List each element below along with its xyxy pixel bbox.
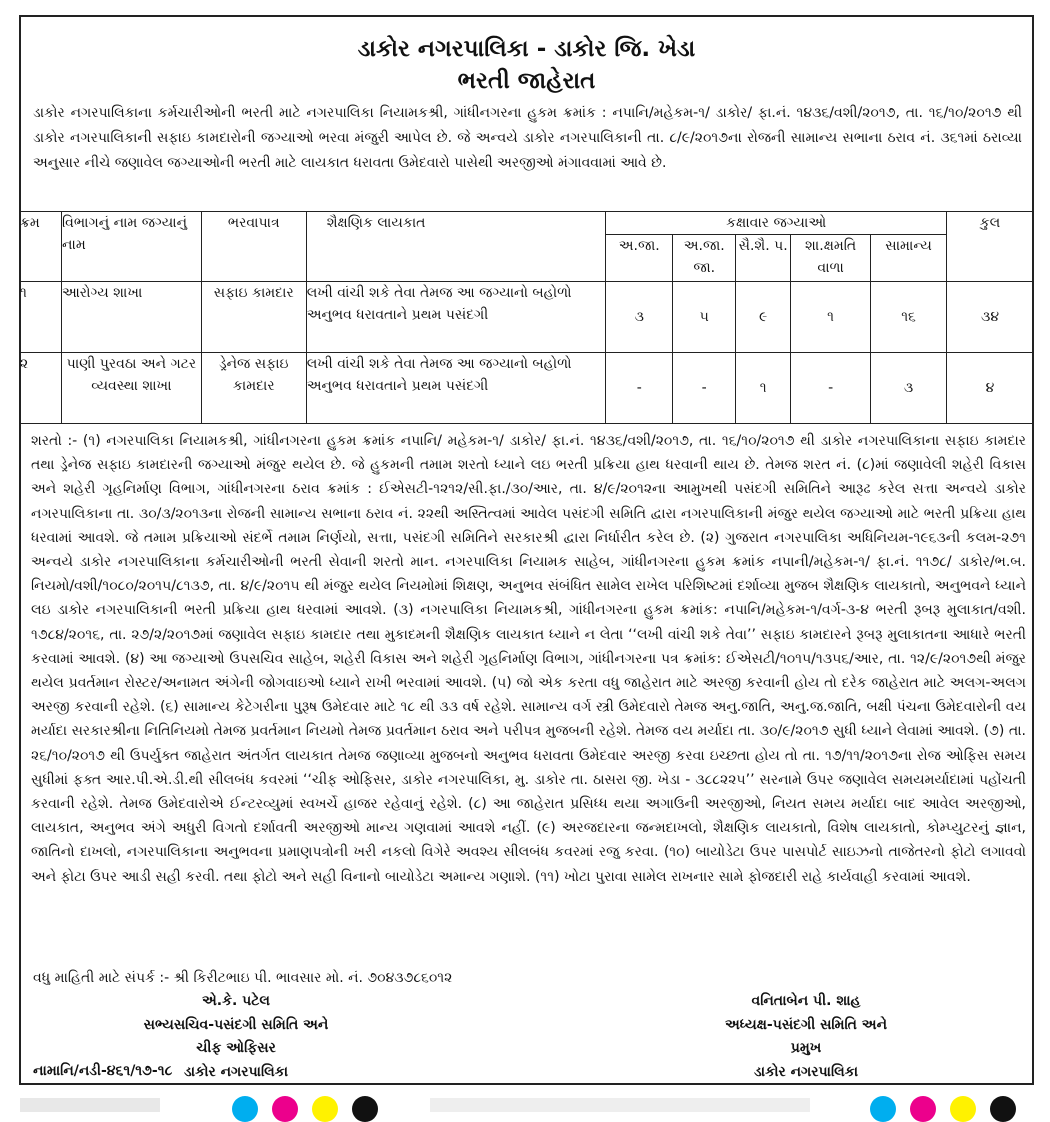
print-dot-magenta bbox=[272, 1096, 298, 1122]
signatory-left-role1: સભ્યસચિવ-પસંદગી સમિતિ અને bbox=[143, 1016, 329, 1033]
page-title: ડાકોર નગરપાલિકા - ડાકોર જિ. ખેડા bbox=[357, 36, 696, 62]
signatory-right-role2: પ્રમુખ bbox=[790, 1040, 822, 1056]
print-dot-black bbox=[352, 1096, 378, 1122]
cell-st: ૫ bbox=[673, 282, 736, 353]
cell-post: ડ્રેનેજ સફાઇ કામદાર bbox=[201, 353, 306, 424]
cell-total: ૩૪ bbox=[947, 282, 1034, 353]
cell-total: ૪ bbox=[947, 353, 1034, 424]
header-sebc: સૈ.શૈ. પ. bbox=[736, 235, 791, 282]
print-dot-cyan bbox=[870, 1096, 896, 1122]
cell-sebc: ૧ bbox=[736, 353, 791, 424]
cell-sc: ૩ bbox=[606, 282, 673, 353]
print-dot-cyan bbox=[232, 1096, 258, 1122]
signatory-right-role1: અધ્યક્ષ-પસંદગી સમિતિ અને bbox=[724, 1016, 887, 1033]
cell-sc: - bbox=[606, 353, 673, 424]
header-dept: વિભાગનું નામ જગ્યાનું નામ bbox=[61, 212, 201, 282]
print-dot-yellow bbox=[312, 1096, 338, 1122]
cell-general: ૩ bbox=[871, 353, 947, 424]
cell-dept: આરોગ્ય શાખા bbox=[61, 282, 201, 353]
print-bar bbox=[430, 1098, 810, 1112]
header-pay: ભરવાપાત્ર bbox=[201, 212, 306, 282]
header-serial: ક્રમ bbox=[20, 212, 62, 282]
terms-paragraph: શરતો :- (૧) નગરપાલિકા નિયામકશ્રી, ગાંધીનગરના હુકમ ક્રમાંક નપાનિ/ મહેકમ-૧/ ડાકોર/ ફા.નં. ૧૪૩૬/વશી/૨૦૧૭, તા. ૧૬/૧૦/૨૦૧૭ થી ડાકોર નગરપાલિકાના સફાઇ કામદાર તથા ડ્રેનેજ સફાઇ કામદારની જગ્યાઓ મંજુર થયેલ છે. જે હુકમની તમામ શરતો ધ્યાને લઇ ભરતી પ્રક્રિયા હાથ ધરવાની થાય છે. તેમજ શરત નં. (૮)માં જણાવેલી શહેરી વિકાસ અને શહેરી ગૃહનિર્માણ વિભાગ, ગાંધીનગરના ઠરાવ ક્રમાંક : ઈએસટી-૧૨૧૨/સી.ફા./૩૦/આર, તા. ૪/૯/૨૦૧૨ના આમુખથી પસંદગી સમિતિને આરૂઢ કરેલ સત્તા અન્વયે ડાકોર નગરપાલિકાના તા. ૩૦/૩/૨૦૧૩ના રોજની સામાન્ય સભાના ઠરાવ નં. ૨૨થી અસ્તિત્વમાં આવેલ પસંદગી સમિતિ દ્વારા નગરપાલિકાની મંજુર થયેલ જગ્યાઓ માટે ભરતી પ્રક્રિયા હાથ ધરવામાં આવશે. જે તમામ પ્રક્રિયાઓ સંદર્ભે તમામ નિર્ણયો, સત્તા, પસંદગી સમિતિને સરકારશ્રી દ્વારા નિર્ધારીત કરેલ છે. (૨) ગુજરાત નગરપાલિકા અધિનિયમ-૧૯૬૩ની કલમ-૨૭૧ અન્વયે ડાકોર નગરપાલિકાના કર્મચારીઓની ભરતી સેવાની શરતો માન. નગરપાલિકા નિયામક સાહેબ, ગાંધીનગરના હુકમ ક્રમાંક નપાની/મહેકમ-૧/ ફા.નં. ૧૧૭૮/ ડાકોર/ભ.બ. નિયમો/વશી/૧૦૮૦/૨૦૧૫/૮૧૩૭, તા. ૪/૯/૨૦૧૫ થી મંજુર થયેલ નિયમોમાં શિક્ષણ, અનુભવ સંબંધિત સામેલ રાખેલ પરિશિષ્ટમાં દર્શાવ્યા મુજબ શૈક્ષણિક લાયકાતો, અનુભવને ધ્યાને લઇ ડાકોર નગરપાલિકાની ભરતી પ્રક્રિયા હાથ ધરવામાં આવશે. (૩) નગરપાલિકા નિયામકશ્રી, ગાંધીનગરના હુકમ ક્રમાંક: નપાનિ/મહેકમ-૧/વર્ગ-૩-૪ ભરતી રૂબરૂ મુલાકાત/વશી. ૧૭૮૪/૨૦૧૬, તા. ૨૭/૨/૨૦૧૭માં જણાવેલ સફાઇ કામદાર તથા મુકાદમની શૈક્ષણિક લાયકાત ધ્યાને ન લેતા ‘‘લખી વાંચી શકે તેવા’’ સફાઇ કામદારને રૂબરૂ મુલાકાતના આધારે ભરતી કરવામાં આવશે. (૪) આ જગ્યાઓ ઉપસચિવ સાહેબ, શહેરી વિકાસ અને શહેરી ગૃહનિર્માણ વિભાગ, ગાંધીનગરના પત્ર ક્રમાંક: ઈએસટી/૧૦૧૫/૧૩૫૬/આર, તા. ૧૨/૯/૨૦૧૭થી મંજુર થયેલ પ્રવર્તમાન રોસ્ટર/અનામત અંગેની જોગવાઇઓ ધ્યાને રાખી ભરવામાં આવશે. (૫) જો એક કરતા વધુ જાહેરાત માટે અરજી કરવાની હોય તો દરેક જાહેરાત માટે અલગ-અલગ અરજી કરવાની રહેશે. (૬) સામાન્ય કેટેગરીના પુરૂષ ઉમેદવાર માટે ૧૮ થી ૩૩ વર્ષ રહેશે. સામાન્ય વર્ગ સ્ત્રી ઉમેદવારો તેમજ અનુ.જાતિ, અનુ.જ.જાતિ, બક્ષી પંચના ઉમેદવારોની વય મર્યાદા સરકારશ્રીના નિતિનિયમો તેમજ પ્રવર્તમાન નિયમો તેમજ પ્રવર્તમાન ઠરાવ અને પરીપત્ર મુજબની રહેશે. તેમજ વય મર્યાદા તા. ૩૦/૯/૨૦૧૭ સુધી ધ્યાને લેવામાં આવશે. (૭) તા. ૨૬/૧૦/૨૦૧૭ થી ઉપર્યુક્ત જાહેરાત અંતર્ગત લાયકાત તેમજ જણાવ્યા મુજબનો અનુભવ ધરાવતા ઉમેદવાર અરજી કરવા ઇચ્છતા હોય તો તા. ૧૭/૧૧/૨૦૧૭ના રોજ ઓફિસ સમય સુધીમાં ફક્ત આર.પી.એ.ડી.થી સીલબંધ કવરમાં ‘‘ચીફ ઓફિસર, ડાકોર નગરપાલિકા, મુ. ડાકોર તા. ઠાસરા જી. ખેડા - ૩૮૮૨૨૫’’ સરનામે ઉપર જણાવેલ સમયમર્યાદામાં પહોંચતી કરવાની રહેશે. તેમજ ઉમેદવારોએ ઈન્ટરવ્યુમાં સ્વખર્ચે હાજર રહેવાનું રહેશે. (૮) આ જાહેરાત પ્રસિધ્ધ થયા અગાઉની અરજીઓ, નિયત સમય મર્યાદા બાદ આવેલ અરજીઓ, લાયકાત, અનુભવ અંગે અધુરી વિગતો દર્શાવતી અરજીઓ માન્ય ગણવામાં આવશે નહીં. (૯) અરજદારના જન્મદાખલો, શૈક્ષણિક લાયકાતો, વિશેષ લાયકાતો, કોમ્પ્યુટરનું જ્ઞાન, જાતિનો દાખલો, નગરપાલિકાના અનુભવના પ્રમાણપત્રોની ખરી નકલો વિગેરે અવશ્ય સીલબંધ કવરમાં રજુ કરવા. (૧૦) બાયોડેટા ઉપર પાસપોર્ટ સાઇઝનો તાજેતરનો ફોટો લગાવવો અને ફોટા ઉપર આડી સહી કરવી. તથા ફોટો અને સહી વિનાનો બાયોડેટા અમાન્ય ગણાશે. (૧૧) ખોટા પુરાવા સામેલ રાખનાર સામે ફોજદારી રાહે કાર્યવાહી કરવામાં આવશે. bbox=[31, 433, 1026, 885]
header-total-blank bbox=[947, 235, 1034, 282]
cell-st: - bbox=[673, 353, 736, 424]
header-st: અ.જા. જા. bbox=[673, 235, 736, 282]
cell-general: ૧૬ bbox=[871, 282, 947, 353]
signatory-right bbox=[641, 990, 971, 1084]
table-row bbox=[20, 353, 1034, 424]
cell-post: સફાઇ કામદાર bbox=[201, 282, 306, 353]
print-dot-magenta bbox=[910, 1096, 936, 1122]
header-sc: અ.જા. bbox=[606, 235, 673, 282]
table-header-row bbox=[20, 212, 1034, 235]
cell-dept: પાણી પુરવઠા અને ગટર વ્યવસ્થા શાખા bbox=[61, 353, 201, 424]
page-subtitle: ભરતી જાહેરાત bbox=[457, 68, 596, 94]
cell-serial: ૧ bbox=[20, 282, 62, 353]
cell-pwd: - bbox=[791, 353, 871, 424]
table-row bbox=[20, 282, 1034, 353]
contact-line: વધુ માહિતી માટે સંપર્ક :- શ્રી કિરીટભાઇ પી. ભાવસાર મો. નં. ૭૦૪૩૭૮૬૦૧૨ bbox=[33, 970, 453, 986]
signatory-right-org: ડાકોર નગરપાલિકા bbox=[753, 1063, 859, 1080]
header-pwd: શા.ક્ષમતિ વાળા bbox=[791, 235, 871, 282]
print-bar bbox=[20, 1098, 160, 1112]
print-dot-yellow bbox=[950, 1096, 976, 1122]
cell-serial: ૨ bbox=[20, 353, 62, 424]
signatory-left-org: ડાકોર નગરપાલિકા bbox=[183, 1063, 289, 1080]
cell-qualification: લખી વાંચી શકે તેવા તેમજ આ જગ્યાનો બહોળો અનુભવ ધરાવતાને પ્રથમ પસંદગી bbox=[306, 282, 606, 353]
vacancy-table bbox=[19, 211, 1034, 424]
cell-pwd: ૧ bbox=[791, 282, 871, 353]
signatory-right-name: વનિતાબેન પી. શાહ bbox=[751, 993, 861, 1009]
header-category-group: કક્ષાવાર જગ્યાઓ bbox=[606, 212, 947, 235]
header-qualification: શૈક્ષણિક લાયકાત bbox=[306, 212, 606, 282]
reference-number: નામાનિ/નડી-૪૬૧/૧૭-૧૮ bbox=[33, 1063, 173, 1079]
signatory-left-name: એ.કે. પટેલ bbox=[202, 993, 270, 1009]
cell-sebc: ૯ bbox=[736, 282, 791, 353]
cell-qualification: લખી વાંચી શકે તેવા તેમજ આ જગ્યાનો બહોળો અનુભવ ધરાવતાને પ્રથમ પસંદગી bbox=[306, 353, 606, 424]
advertisement-frame bbox=[19, 15, 1034, 1085]
print-registration-marks bbox=[0, 1088, 1050, 1109]
signatory-left-role2: ચીફ ઓફિસર bbox=[196, 1040, 276, 1056]
header-total: કુલ bbox=[947, 212, 1034, 235]
header-general: સામાન્ય bbox=[871, 235, 947, 282]
intro-paragraph: ડાકોર નગરપાલિકાના કર્મચારીઓની ભરતી માટે નગરપાલિકા નિયામકશ્રી, ગાંધીનગરના હુકમ ક્રમાંક : નપાનિ/મહેકમ-૧/ ડાકોર/ ફા.નં. ૧૪૩૬/વશી/૨૦૧૭, તા. ૧૬/૧૦/૨૦૧૭ થી ડાકોર નગરપાલિકાની સફાઇ કામદારોની જગ્યાઓ ભરવા મંજુરી આપેલ છે. જે અન્વયે ડાકોર નગરપાલિકાની તા. ૮/૯/૨૦૧૭ના રોજની સામાન્ય સભાના ઠરાવ નં. ૩૬૧માં ઠરાવ્યા અનુસાર નીચે જણાવેલ જગ્યાઓની ભરતી માટે લાયકાત ધરાવતા ઉમેદવારો પાસેથી અરજીઓ મંગાવવામાં આવે છે. bbox=[33, 105, 1022, 171]
print-dot-black bbox=[990, 1096, 1016, 1122]
